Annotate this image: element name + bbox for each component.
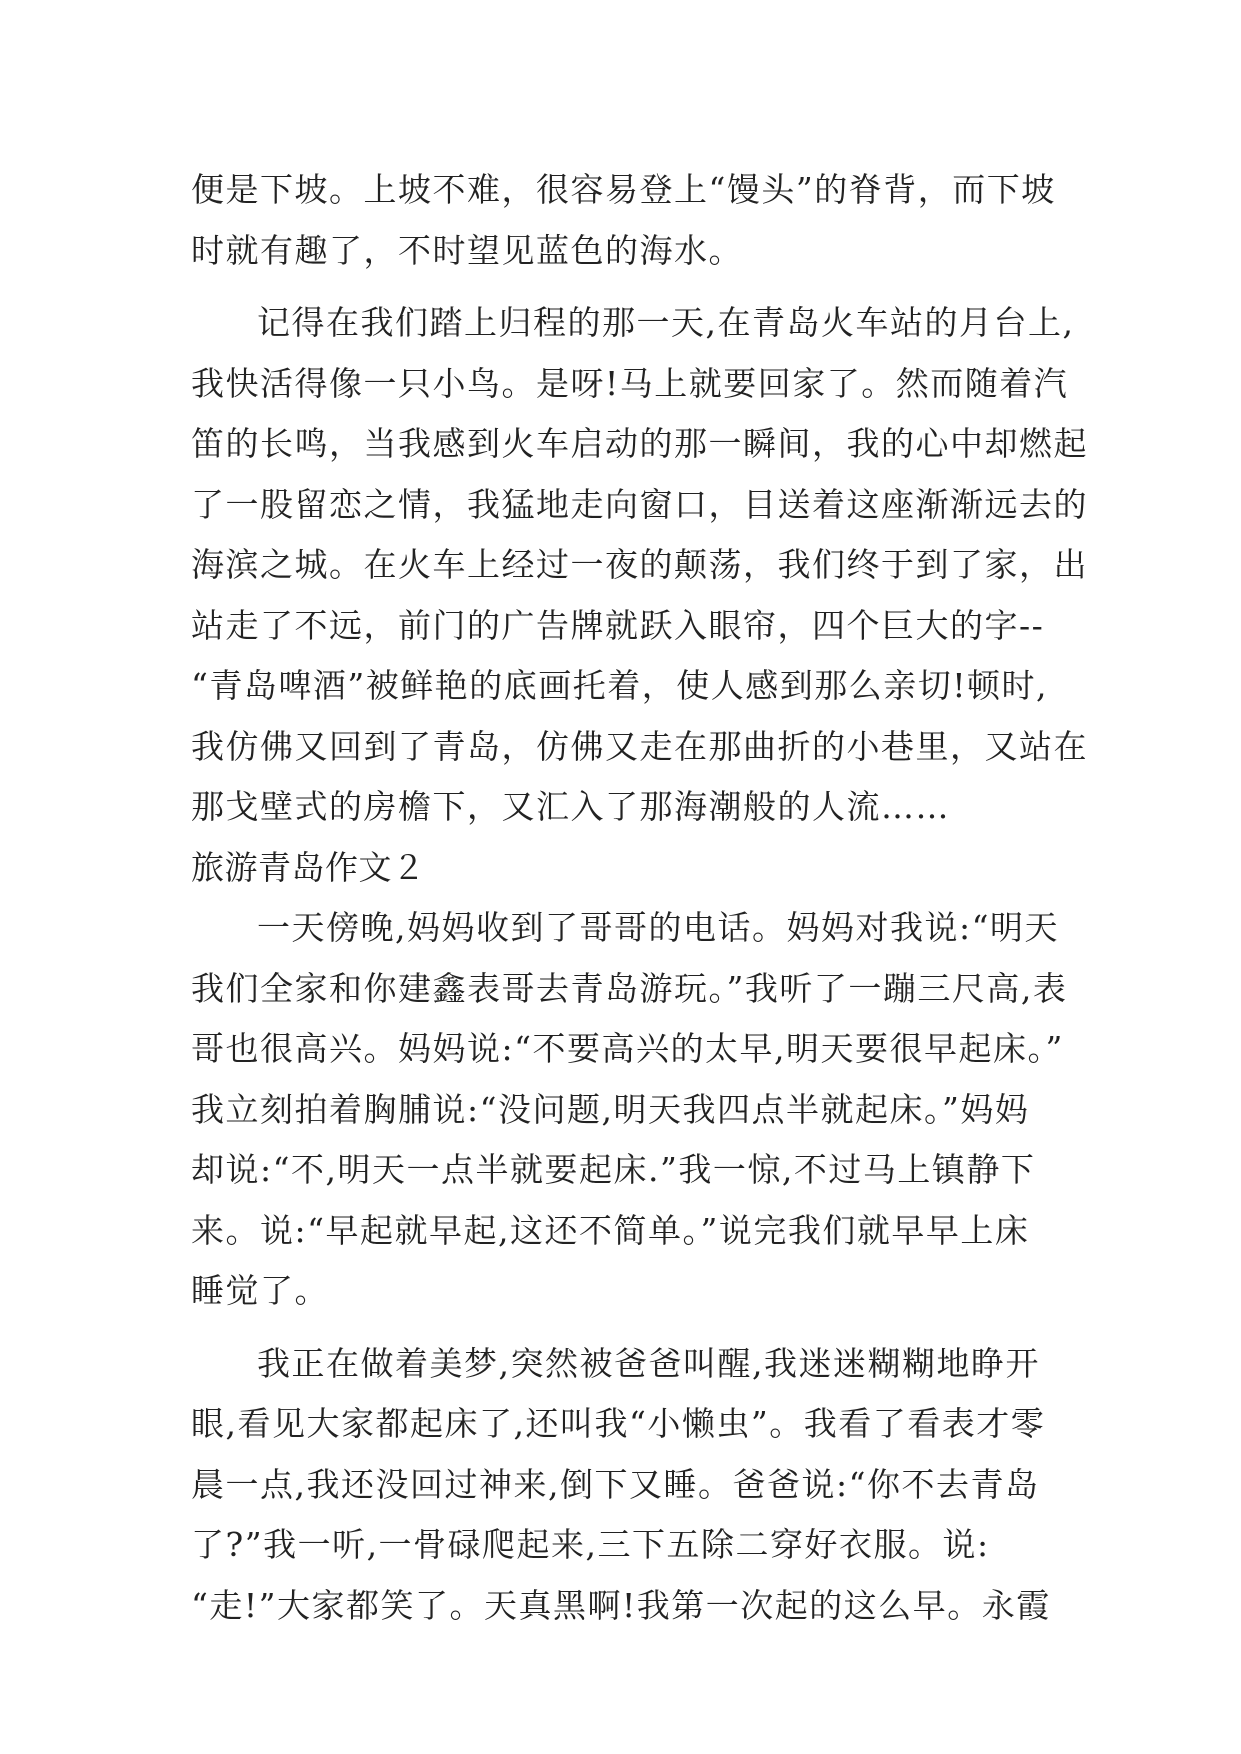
document-body: [191, 160, 1091, 1636]
text-line: 站走了不远，前门的广告牌就跃入眼帘，四个巨大的字--: [191, 605, 1045, 645]
section-title: 旅游青岛作文２: [191, 847, 426, 887]
paragraph: [191, 1334, 1091, 1637]
text-line: 便是下坡。上坡不难，很容易登上“馒头”的脊背，而下坡: [191, 170, 1056, 209]
text-line: 我正在做着美梦,突然被爸爸叫醒,我迷迷糊糊地睁开: [257, 1343, 1040, 1383]
text-line: 海滨之城。在火车上经过一夜的颠荡，我们终于到了家，出: [191, 545, 1088, 584]
text-line: 我们全家和你建鑫表哥去青岛游玩。”我听了一蹦三尺高,表: [191, 968, 1068, 1008]
text-line: 时就有趣了，不时望见蓝色的海水。: [191, 230, 743, 270]
paragraph: [191, 898, 1091, 1322]
text-line: 那戈壁式的房檐下，又汇入了那海潮般的人流……: [191, 787, 950, 826]
text-line: “走!”大家都笑了。天真黑啊!我第一次起的这么早。永霞: [191, 1585, 1051, 1625]
text-line: 眼,看见大家都起床了,还叫我“小懒虫”。我看了看表才零: [191, 1404, 1046, 1443]
text-line: 笛的长鸣，当我感到火车启动的那一瞬间，我的心中却燃起: [191, 424, 1088, 463]
text-line: 我立刻拍着胸脯说:“没问题,明天我四点半就起床。”妈妈: [191, 1089, 1030, 1129]
paragraph: [191, 160, 1091, 281]
text-line: 一天傍晚,妈妈收到了哥哥的电话。妈妈对我说:“明天: [257, 908, 1059, 947]
paragraph: [191, 293, 1091, 838]
text-line: “青岛啤酒”被鲜艳的底画托着，使人感到那么亲切!顿时,: [191, 666, 1048, 705]
text-line: 来。说:“早起就早起,这还不简单。”说完我们就早早上床: [191, 1210, 1030, 1250]
text-line: 晨一点,我还没回过神来,倒下又睡。爸爸说:“你不去青岛: [191, 1464, 1040, 1504]
text-line: 我仿佛又回到了青岛，仿佛又走在那曲折的小巷里，又站在: [191, 726, 1088, 766]
text-line: 了一股留恋之情，我猛地走向窗口，目送着这座渐渐远去的: [191, 484, 1088, 524]
text-line: 睡觉了。: [191, 1271, 329, 1310]
text-line: 记得在我们踏上归程的那一天,在青岛火车站的月台上,: [257, 303, 1075, 342]
text-line: 了?”我一听,一骨碌爬起来,三下五除二穿好衣服。说:: [191, 1525, 990, 1564]
text-line: 却说:“不,明天一点半就要起床.”我一惊,不过马上镇静下: [191, 1150, 1036, 1189]
text-line: 哥也很高兴。妈妈说:“不要高兴的太早,明天要很早起床。”: [191, 1029, 1064, 1068]
text-line: 我快活得像一只小鸟。是呀!马上就要回家了。然而随着汽: [191, 363, 1069, 403]
